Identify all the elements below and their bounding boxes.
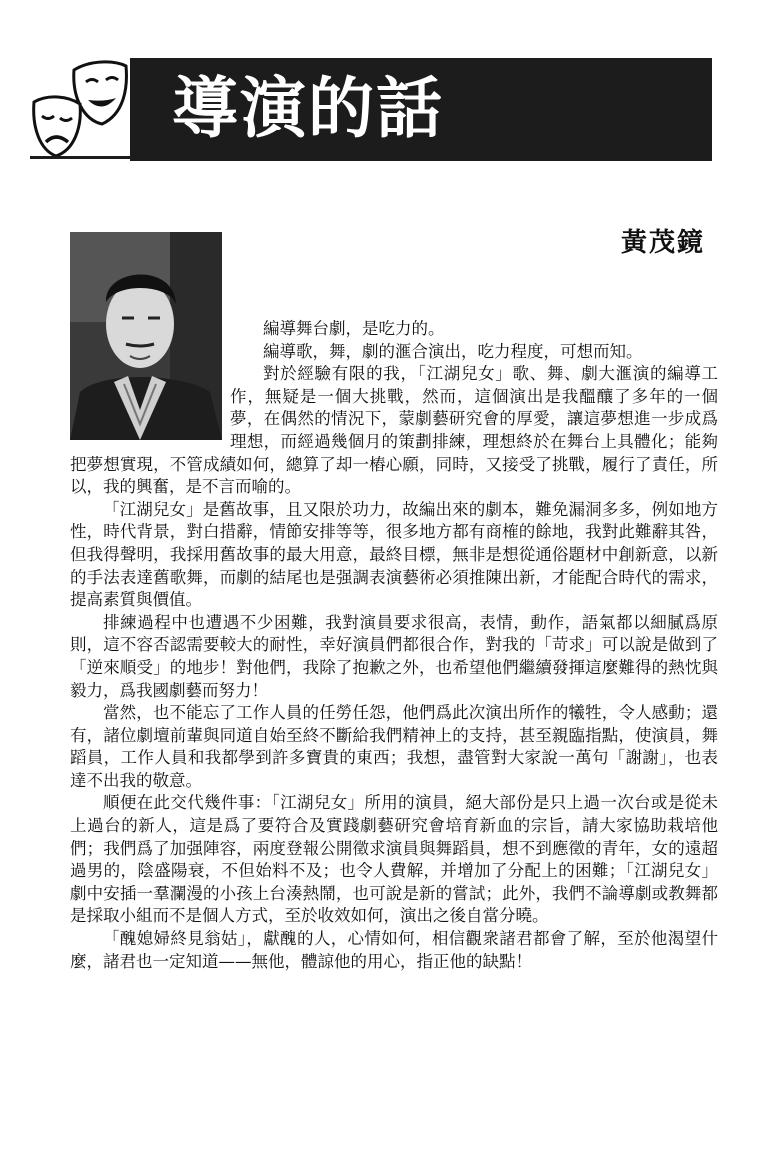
page-title: 導演的話: [172, 69, 444, 147]
article-body: [70, 318, 718, 973]
author-name: 黃茂鏡: [620, 228, 705, 258]
paragraph: 當然，也不能忘了工作人員的任勞任怨，他們爲此次演出所作的犧牲，令人感動；還有，諸位劇壇前輩與同道自始至終不斷給我們精神上的支持，甚至親臨指點，使演員，舞蹈員，工作人員和我都學到許多寶貴的東西；我想，盡管對大家說一萬句「謝謝」，也表達不出我的敬意。: [70, 703, 718, 790]
theater-masks-icon: [30, 58, 128, 160]
paragraph: 編導歌，舞，劇的滙合演出，吃力程度，可想而知。: [263, 341, 643, 361]
paragraph: 順便在此交代幾件事：「江湖兒女」所用的演員，絕大部份是只上過一次台或是從未上過台的新人，這是爲了要符合及實踐劇藝研究會培育新血的宗旨，請大家協助栽培他們；我們爲了加强陣容，兩度登報公開徵求演員與舞蹈員，想不到應徵的青年，女的遠超過男的，陰盛陽衰，不但始料不及；也令人費解，并增加了分配上的困難；「江湖兒女」劇中安插一羣瀾漫的小孩上台湊熱鬧，也可說是新的嘗試；此外，我們不論導劇或教舞都是採取小組而不是個人方式，至於收效如何，演出之後自當分曉。: [70, 793, 718, 926]
paragraph: 排練過程中也遭遇不少困難，我對演員要求很高，表情，動作，語氣都以細膩爲原則，這不容否認需要較大的耐性，幸好演員們都很合作，對我的「苛求」可以說是做到了「逆來順受」的地步！對他們，我除了抱歉之外，也希望他們繼續發揮這麼難得的熱忱與毅力，爲我國劇藝而努力！: [70, 612, 718, 700]
header-banner: [130, 58, 712, 161]
header-rule: [30, 156, 130, 159]
tragedy-mask: [34, 97, 81, 156]
paragraph: 「醜媳婦終見翁姑」，獻醜的人，心情如何，相信觀衆諸君都會了解，至於他渴望什麼，諸君也一定知道——無他，體諒他的用心，指正他的缺點！: [70, 929, 718, 971]
paragraph: 編導舞台劇，是吃力的。: [263, 319, 445, 338]
paragraph: 「江湖兒女」是舊故事，且又限於功力，故編出來的劇本，難免漏洞多多，例如地方性，時代背景，對白措辭，情節安排等等，很多地方都有商榷的餘地，我對此難辭其咎，但我得聲明，我採用舊故事的最大用意，最終目標，無非是想從通俗題材中創新意，以新的手法表達舊歌舞，而劇的結尾也是强調表演藝術必須推陳出新，才能配合時代的需求，提高素質與價值。: [70, 499, 718, 610]
paragraph: 對於經驗有限的我，「江湖兒女」歌、舞、劇大滙演的編導工作，無疑是一個大挑戰，然而，這個演出是我醞釀了多年的一個夢，在偶然的情況下，蒙劇藝研究會的厚愛，讓這夢想進一步成爲理想，而經過幾個月的策劃排練，理想終於在舞台上具體化；能夠把夢想實現，不管成績如何，總算了却一樁心願，同時，又接受了挑戰，履行了責任，所以，我的興奮，是不言而喻的。: [70, 364, 718, 497]
photo-wrap-spacer: [70, 318, 230, 444]
